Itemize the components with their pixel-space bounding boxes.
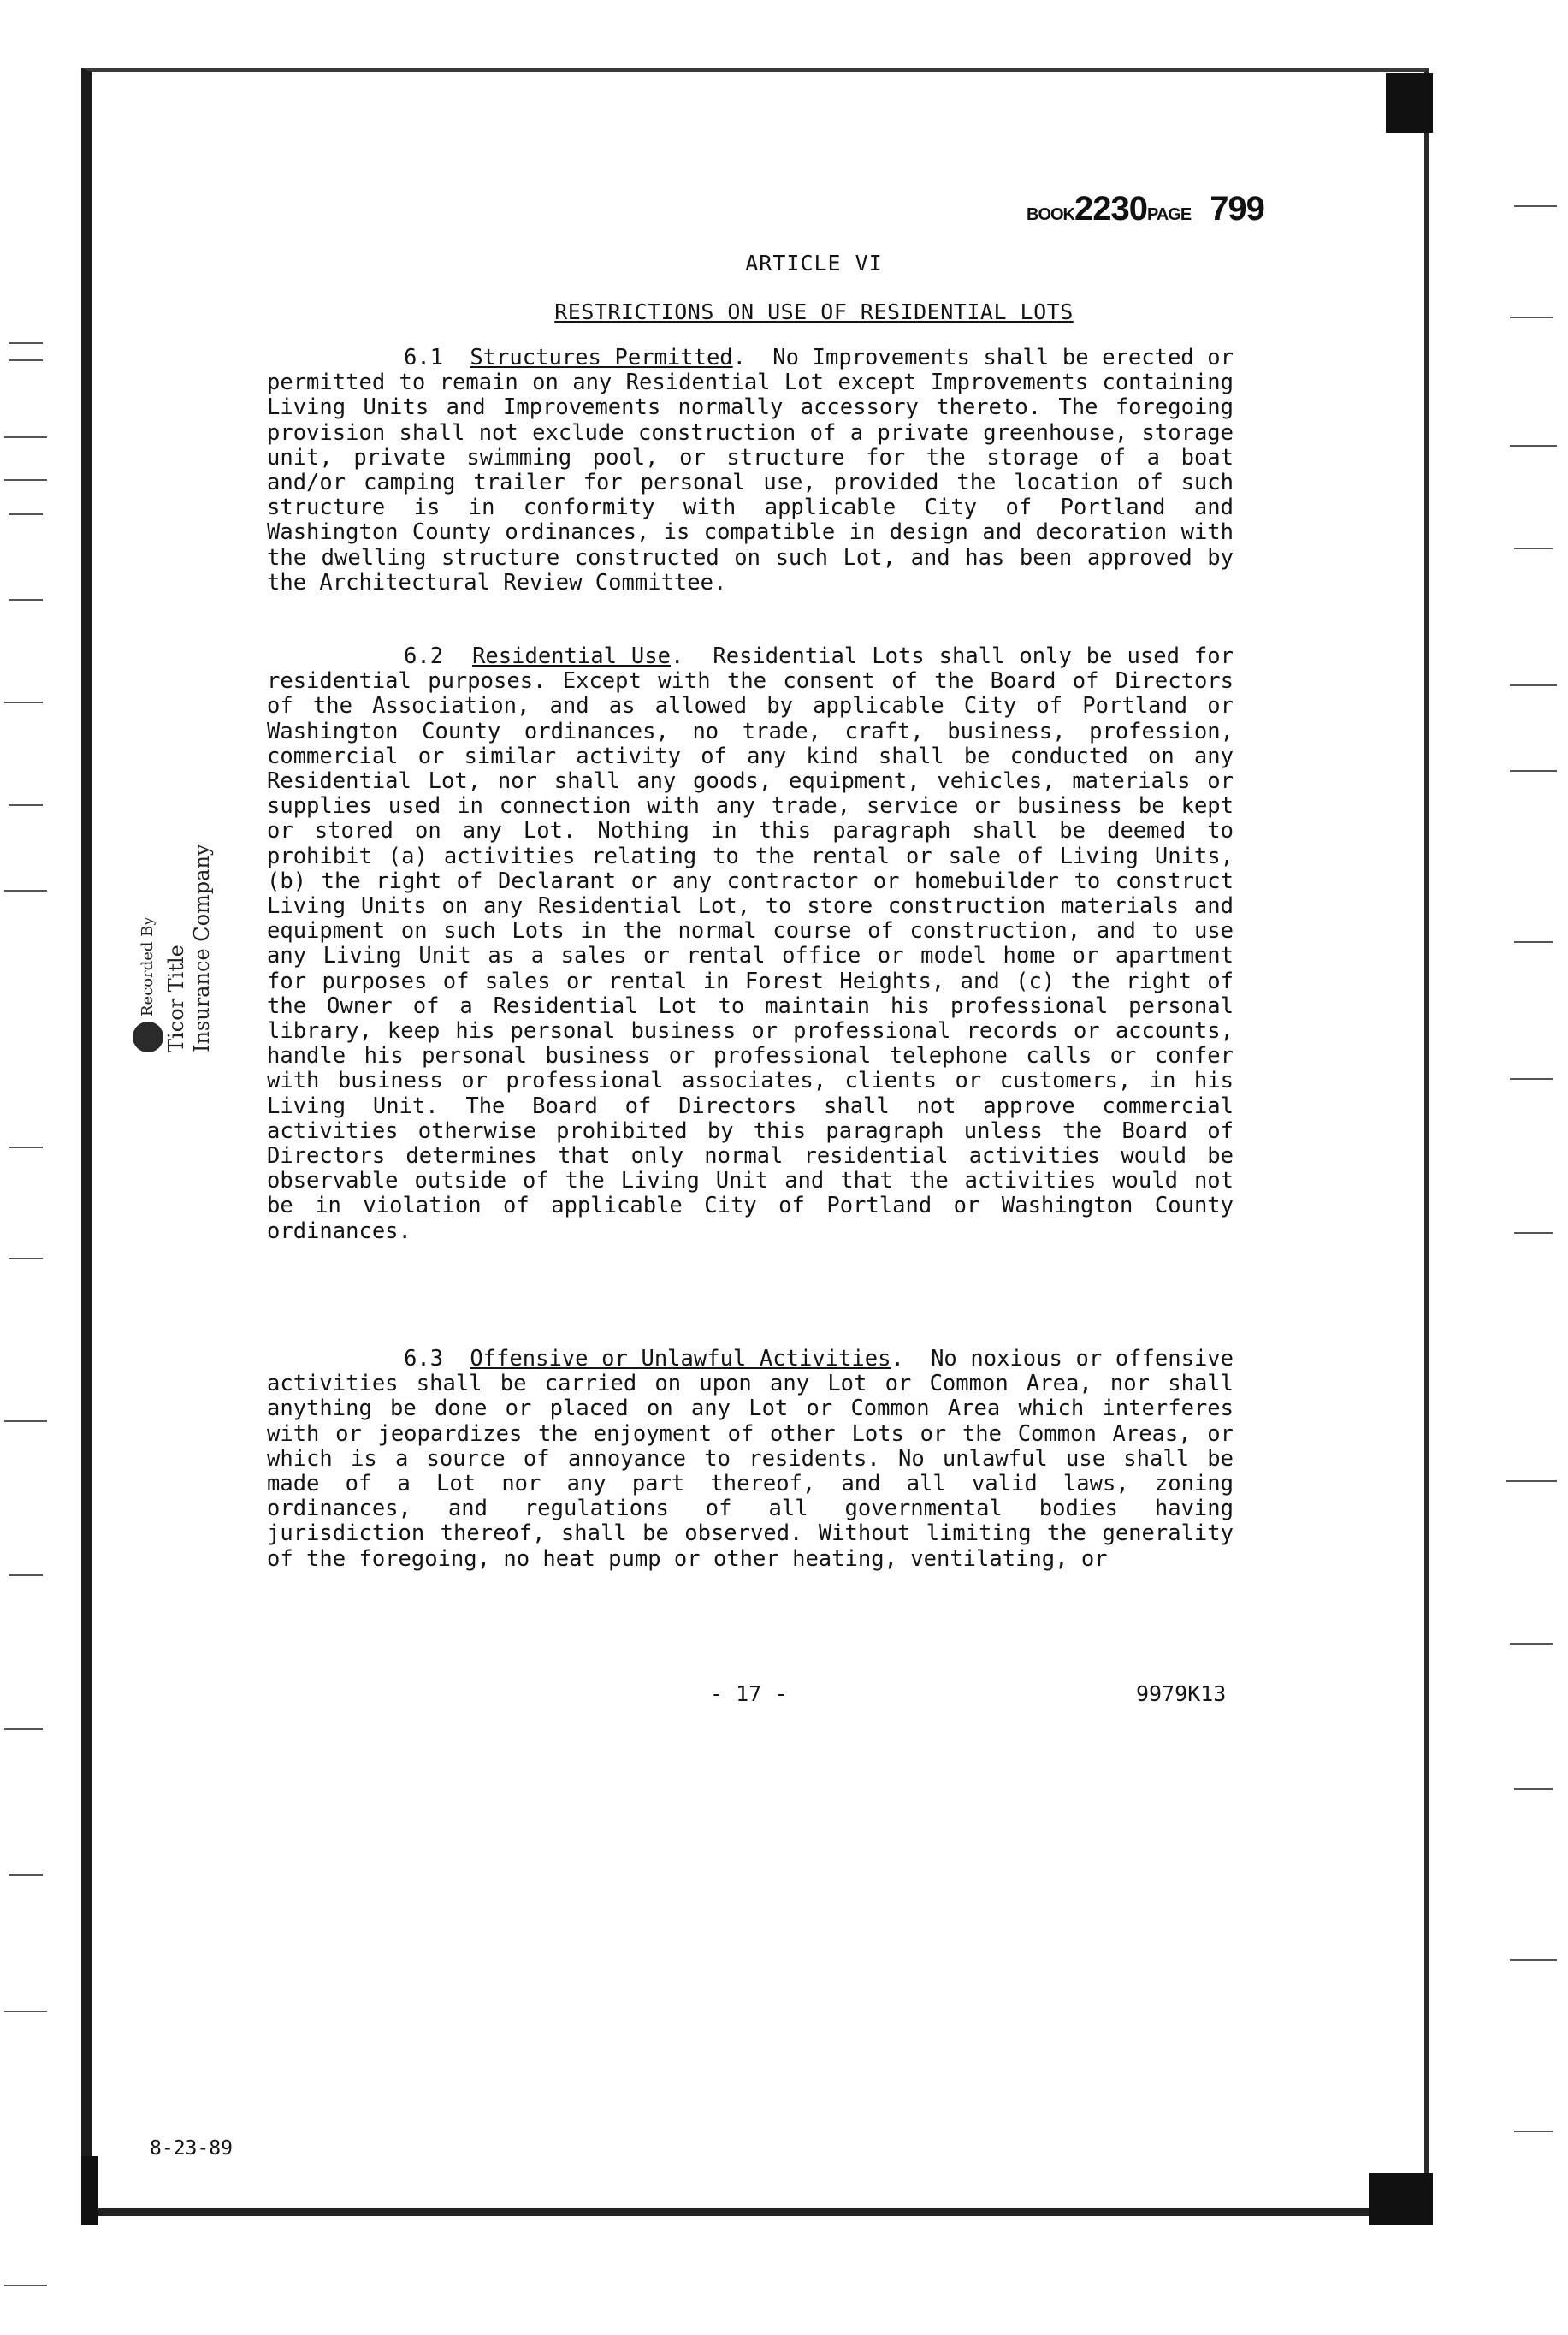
section-heading: Offensive or Unlawful Activities	[470, 1346, 891, 1372]
scan-artifact	[1369, 2173, 1433, 2225]
section-text: Residential Lots shall only be used for residential purposes. Except with the consent of the Board of Directors of the Association, and as allowed by applicable City of Portland or Washington County ordinances, no trade, craft, business, profession, commercial or similar activity of any kind shall be conducted on any Residential Lot, nor shall any goods, equipment, vehicles, materials or supplies used in connection with any trade, service or business be kept or stored on any Lot. Nothing in this paragraph shall be deemed to prohibit (a) activities relating to the rental or sale of Living Units, (b) the right of Declarant or any contractor or homebuilder to construct Living Units on any Residential Lot, to store construction materials and equipment on such Lots in the normal course of construction, and to use any Living Unit as a sales or rental office or model home or apartment for purposes of sales or rental in Forest Heights, and (c) the right of the Owner of a Residential Lot to maintain his professional personal library, keep his personal business or professional records or accounts, handle his personal business or professional telephone calls or confer with business or professional associates, clients or customers, in his Living Unit. The Board of Directors shall not approve commercial activities otherwise prohibited by this paragraph unless the Board of Directors determines that only normal residential activities would be observable outside of the Living Unit and that the activities would not be in violation of applicable City of Portland or Washington County ordinances.	[267, 643, 1234, 1244]
page-label: PAGE	[1146, 205, 1192, 224]
recorder-stamp	[133, 830, 215, 1052]
left-margin-marks	[0, 34, 51, 2310]
article-title: ARTICLE VI	[745, 251, 883, 276]
section-text: No noxious or offensive activities shall be carried on upon any Lot or Common Area, nor shall anything be done or placed on any Lot or Common Area which interferes with or jeopardizes the enjoyment of other Lots or the Common Areas, or which is a source of annoyance to residents. No unlawful use shall be made of a Lot nor any part thereof, and all valid laws, zoning ordinances, and regulations of all governmental bodies having jurisdiction thereof, shall be observed. Without limiting the generality of the foregoing, no heat pump or other heating, ventilating, or	[267, 1346, 1234, 1572]
document-code: 9979K13	[1136, 1681, 1227, 1706]
scan-artifact	[81, 2156, 98, 2225]
book-page-number: 799	[1210, 190, 1264, 228]
section-heading: Residential Use	[472, 643, 671, 669]
section-number: 6.3	[404, 1346, 444, 1372]
page-number: - 17 -	[710, 1681, 788, 1706]
date-code: 8-23-89	[150, 2137, 233, 2160]
section-number: 6.2	[404, 643, 444, 669]
section-6-1: 6.1 Structures Permitted. No Improvements shall be erected or permitted to remain on any Residential Lot except Improvements containing Living Units and Improvements normally accessory thereto. The foregoing provision shall not exclude construction of a private greenhouse, storage unit, private swimming pool, or structure for the storage of a boat and/or camping trailer for personal use, provided the location of such structure is in conformity with applicable City of Portland and Washington County ordinances, is compatible in design and decoration with the dwelling structure constructed on such Lot, and has been approved by the Architectural Review Committee.	[267, 345, 1234, 596]
stamp-line-2: Ticor Title	[164, 945, 188, 1052]
stamp-line-3: Insurance Company	[190, 844, 214, 1052]
section-text: No Improvements shall be erected or permitted to remain on any Residential Lot except Improvements containing Living Units and Improvements normally accessory thereto. The foregoing provision shall not exclude construction of a private greenhouse, storage unit, private swimming pool, or structure for the storage of a boat and/or camping trailer for personal use, provided the location of such structure is in conformity with applicable City of Portland and Washington County ordinances, is compatible in design and decoration with the dwelling structure constructed on such Lot, and has been approved by the Architectural Review Committee.	[267, 345, 1234, 596]
section-title: RESTRICTIONS ON USE OF RESIDENTIAL LOTS	[554, 299, 1074, 324]
ticor-logo-icon	[133, 1022, 163, 1052]
stamp-line-1: Recorded By	[139, 916, 157, 1016]
book-number: 2230	[1074, 190, 1147, 228]
section-6-3: 6.3 Offensive or Unlawful Activities. No noxious or offensive activities shall be carried on upon any Lot or Common Area, nor shall anything be done or placed on any Lot or Common Area which interferes with or jeopardizes the enjoyment of other Lots or the Common Areas, or which is a source of annoyance to residents. No unlawful use shall be made of a Lot nor any part thereof, and all valid laws, zoning ordinances, and regulations of all governmental bodies having jurisdiction thereof, shall be observed. Without limiting the generality of the foregoing, no heat pump or other heating, ventilating, or	[267, 1346, 1234, 1572]
section-number: 6.1	[404, 345, 444, 370]
section-heading: Structures Permitted	[470, 345, 733, 370]
scan-artifact	[1386, 73, 1433, 133]
book-label: BOOK	[1027, 205, 1074, 224]
book-page-stamp	[1027, 190, 1264, 228]
section-6-2: 6.2 Residential Use. Residential Lots shall only be used for residential purposes. Except with the consent of the Board of Directors of the Association, and as allowed by applicable City of Portland or Washington County ordinances, no trade, craft, business, profession, commercial or similar activity of any kind shall be conducted on any Residential Lot, nor shall any goods, equipment, vehicles, materials or supplies used in connection with any trade, service or business be kept or stored on any Lot. Nothing in this paragraph shall be deemed to prohibit (a) activities relating to the rental or sale of Living Units, (b) the right of Declarant or any contractor or homebuilder to construct Living Units on any Residential Lot, to store construction materials and equipment on such Lots in the normal course of construction, and to use any Living Unit as a sales or rental office or model home or apartment for purposes of sales or rental in Forest Heights, and (c) the right of the Owner of a Residential Lot to maintain his professional personal library, keep his personal business or professional records or accounts, handle his personal business or professional telephone calls or confer with business or professional associates, clients or customers, in his Living Unit. The Board of Directors shall not approve commercial activities otherwise prohibited by this paragraph unless the Board of Directors determines that only normal residential activities would be observable outside of the Living Unit and that the activities would not be in violation of applicable City of Portland or Washington County ordinances.	[267, 643, 1234, 1244]
right-margin-marks	[1506, 34, 1557, 2310]
